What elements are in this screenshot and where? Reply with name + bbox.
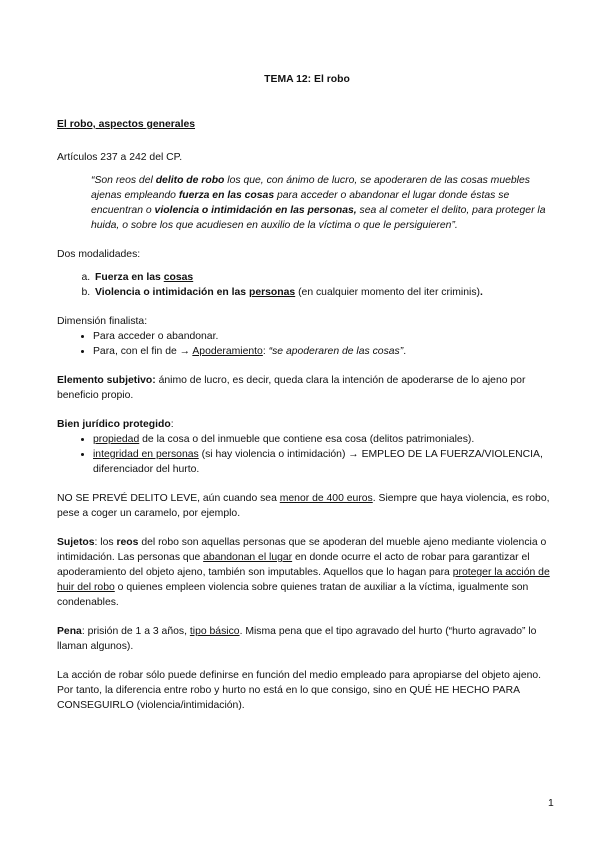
bien-item-2-underline: integridad en personas: [93, 449, 199, 460]
leve-post: . Siempre que haya violencia, es robo, pese a coger un caramelo, por ejemplo.: [57, 493, 550, 519]
leve-pre: NO SE PREVÉ DELITO LEVE, aún cuando sea: [57, 493, 280, 504]
elemento-text: ánimo de lucro, es decir, queda clara la intención de apoderarse de lo ajeno por beneficio propio.: [57, 375, 526, 401]
bien-item-1-rest: de la cosa o del inmueble que contiene esa cosa (delitos patrimoniales).: [139, 434, 475, 445]
sujetos-b1: reos: [116, 537, 139, 548]
final-paragraph: La acción de robar sólo puede definirse en función del medio empleado para apropiarse del objeto ajeno. Por tanto, la diferencia entre robo y hurto no está en lo que consigo, sino en QUÉ HE HECHO PARA CONSEGUIRLO (violencia/intimidación).: [57, 670, 542, 711]
quote-bold-3: violencia o intimidación en las personas,: [154, 205, 357, 216]
pena-label: Pena: [57, 626, 82, 637]
sujetos-u1: abandonan el lugar: [203, 552, 293, 563]
modalidad-a: [93, 270, 557, 285]
modalidad-b-rest: (en cualquier momento del iter criminis): [295, 287, 480, 298]
dimension-item-2-colon: :: [262, 346, 269, 357]
sujetos-u2: proteger la acción de huir del robo: [57, 567, 550, 593]
bien-list: [57, 432, 557, 477]
dimension-list: [57, 329, 557, 359]
sujetos-t2: del robo son aquellas personas que se apoderan del mueble ajeno mediante violencia o intimidación. Las personas que: [57, 537, 547, 563]
leve-underline: menor de 400 euros: [279, 493, 373, 504]
modalidades-list: [57, 270, 557, 300]
bien-item-2: [93, 447, 557, 477]
articles-reference: Artículos 237 a 242 del CP.: [57, 152, 183, 163]
modalidad-b-end: .: [479, 287, 483, 298]
bien-label: Bien jurídico protegido: [57, 419, 171, 430]
dimension-item-1: • Para acceder o abandonar.: [93, 329, 557, 344]
dimension-item-2-end: .: [403, 346, 407, 357]
elemento-subjetivo: [57, 373, 557, 403]
modalidad-b: [93, 285, 557, 300]
pena-t2: . Misma pena que el tipo agravado del hurto (“hurto agravado” lo llaman algunos).: [57, 626, 537, 652]
dimension-item-2: [93, 344, 557, 359]
page-title: TEMA 12: El robo: [264, 74, 350, 85]
elemento-label: Elemento subjetivo:: [57, 375, 156, 386]
pena-u1: tipo básico: [189, 626, 240, 637]
modalidad-b-bold: Violencia o intimidación en las: [95, 287, 249, 298]
bien-item-1: [93, 432, 557, 447]
dimension-item-2-quote: “se apoderaren de las cosas”: [268, 346, 404, 357]
bien-item-1-underline: propiedad: [93, 434, 140, 445]
delito-leve: [57, 491, 557, 521]
quote-text-1: “Son reos del: [91, 175, 156, 186]
quote-text-4: sea al cometer el delito, para proteger la huida, o sobre los que acudiesen en auxilio de la víctima o que le persiguieren”.: [91, 205, 546, 231]
page-number: 1: [548, 798, 554, 809]
section-heading: El robo, aspectos generales: [57, 119, 196, 130]
sujetos-t4: o quienes empleen violencia sobre quienes tratan de auxiliar a la víctima, igualmente son condenables.: [57, 582, 529, 608]
pena-paragraph: [57, 624, 557, 654]
quote-bold-2: fuerza en las cosas: [178, 190, 275, 201]
dimension-item-2-link: Apoderamiento: [192, 346, 263, 357]
quote-text-3: para acceder o abandonar el lugar donde éstas se encuentran o: [91, 190, 510, 216]
bien-juridico-heading: [57, 417, 557, 432]
bien-item-2-rest: (si hay violencia o intimidación) → EMPLEO DE LA FUERZA/VIOLENCIA, diferenciador del hurto.: [93, 449, 543, 475]
dimension-intro: Dimensión finalista:: [57, 316, 148, 327]
modalidad-a-underline: cosas: [163, 272, 194, 283]
bien-colon: :: [170, 419, 174, 430]
modalidad-b-underline: personas: [248, 287, 296, 298]
quote-text-2: los que, con ánimo de lucro, se apoderaren de las cosas muebles ajenas empleando: [91, 175, 530, 201]
quote-bold-1: delito de robo: [155, 175, 225, 186]
pena-t1: : prisión de 1 a 3 años,: [81, 626, 190, 637]
modalidades-intro: Dos modalidades:: [57, 249, 141, 260]
document-page: [57, 72, 557, 713]
sujetos-t1: : los: [94, 537, 117, 548]
sujetos-label: Sujetos: [57, 537, 95, 548]
dimension-item-2-pre: Para, con el fin de →: [93, 346, 193, 357]
sujetos-t3: en donde ocurre el acto de robar para garantizar el apoderamiento del objeto ajeno, también son imputables. Aquellos que lo hagan para: [57, 552, 530, 578]
legal-quote: [91, 173, 546, 233]
sujetos-paragraph: [57, 535, 557, 610]
modalidad-a-bold: Fuerza en las: [95, 272, 164, 283]
